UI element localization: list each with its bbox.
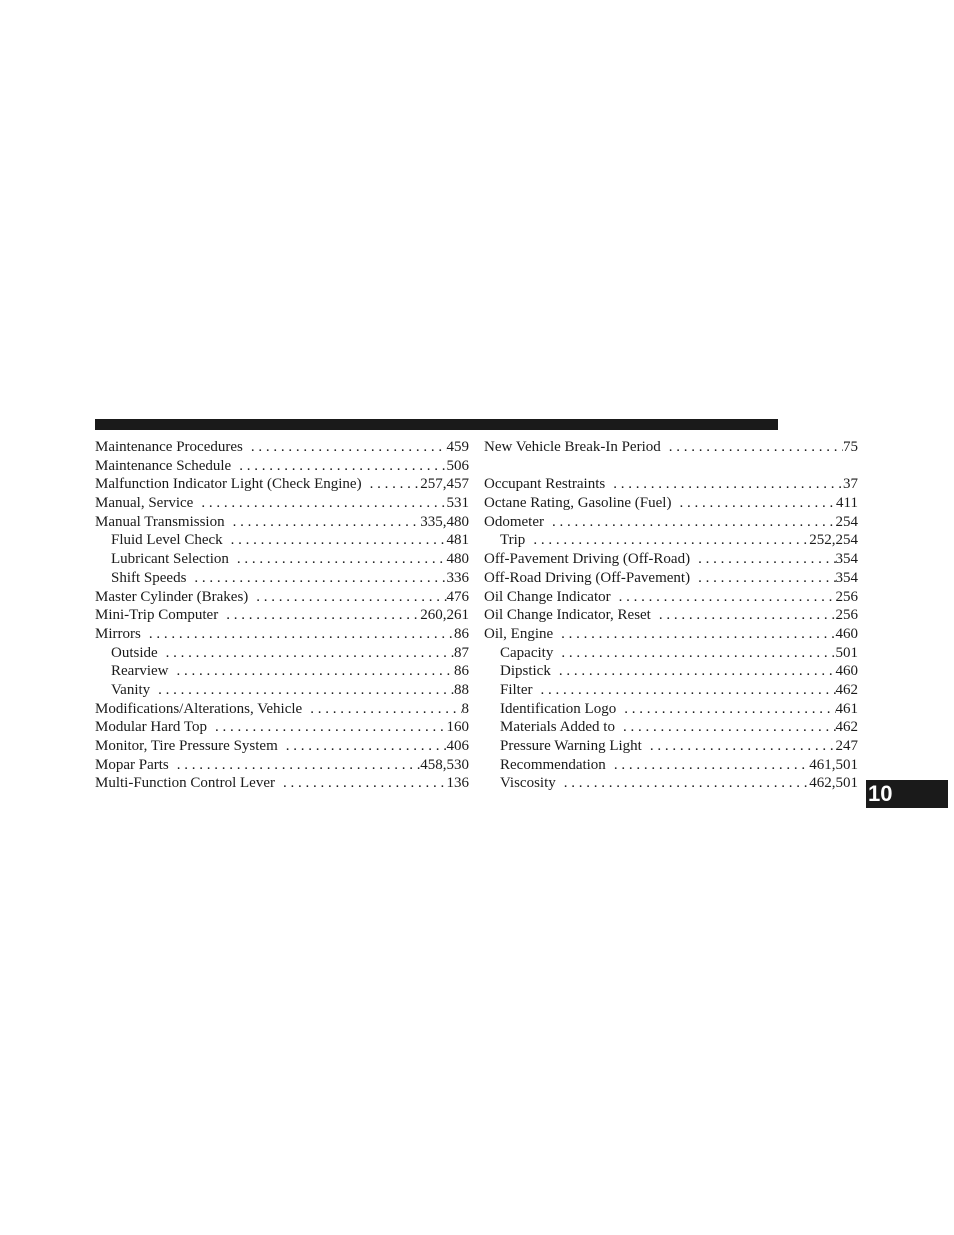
page-reference[interactable]: 462,501 [809,775,858,792]
dot-leader [661,438,843,457]
dot-leader [553,644,835,663]
dot-leader [651,606,836,625]
page-reference[interactable]: 481 [446,532,469,549]
index-subentry [484,681,858,700]
index-term: Materials Added to [500,719,615,736]
dot-leader [275,774,447,793]
index-subentry [95,681,469,700]
dot-leader [218,606,420,625]
index-entry [484,550,858,569]
page-reference[interactable]: 37 [843,476,858,493]
index-subentry [95,550,469,569]
index-term: Odometer [484,513,544,530]
page-reference[interactable]: 354 [835,569,858,586]
page-reference[interactable]: 335,480 [420,513,469,530]
index-term: Octane Rating, Gasoline (Fuel) [484,495,672,512]
index-term: Capacity [500,644,554,661]
index-subentry [484,644,858,663]
index-term: Pressure Warning Light [500,738,642,754]
index-term: Oil Change Indicator [484,588,611,605]
index-subentry [95,662,469,681]
dot-leader [551,662,836,681]
index-term: Oil Change Indicator, Reset [484,607,651,624]
page-reference[interactable]: 247 [835,738,858,754]
dot-leader [158,644,454,663]
index-term: New Vehicle Break-In Period [484,439,661,455]
page-reference[interactable]: 260,261 [420,607,469,624]
index-term: Outside [111,644,158,661]
index-column-right [484,438,858,793]
page-reference[interactable]: 459 [446,439,469,455]
index-term: Off-Pavement Driving (Off-Road) [484,551,691,568]
index-subentry [484,756,858,775]
page-reference[interactable]: 8 [461,700,469,717]
dot-leader [193,494,446,513]
dot-leader [169,756,421,775]
index-entry [95,513,469,532]
dot-leader [556,774,809,793]
dot-leader [150,681,454,700]
dot-leader [671,494,836,513]
page-reference[interactable]: 411 [836,495,858,512]
page-reference[interactable]: 256 [835,588,858,605]
index-term: Rearview [111,663,169,680]
dot-leader [278,737,447,756]
page-reference[interactable]: 480 [446,551,469,568]
dot-leader [544,513,836,532]
index-term: Oil, Engine [484,625,554,642]
dot-leader [229,550,447,569]
index-entry [484,625,858,644]
index-entry [484,513,858,532]
index-term: Trip [500,532,526,549]
index-term: Monitor, Tire Pressure System [95,738,278,754]
index-term: Master Cylinder (Brakes) [95,588,249,605]
index-subentry [95,569,469,588]
page-reference[interactable]: 458,530 [420,756,469,773]
dot-leader [231,457,446,476]
dot-leader [611,588,836,607]
index-term: Maintenance Procedures [95,439,243,455]
page-reference[interactable]: 254 [835,513,858,530]
index-entry [95,606,469,625]
index-term: Modular Hard Top [95,719,207,736]
index-entry [95,588,469,607]
index-term: Filter [500,681,533,698]
page-reference[interactable]: 354 [835,551,858,568]
dot-leader [642,737,836,756]
dot-leader [690,569,835,588]
index-subentry [95,531,469,550]
index-entry [95,625,469,644]
dot-leader [533,681,836,700]
index-term: Identification Logo [500,700,617,717]
index-entry [484,438,858,457]
dot-leader [615,718,836,737]
index-entry [95,718,469,737]
page-reference[interactable]: 86 [454,663,469,680]
index-term: Occupant Restraints [484,476,606,493]
index-entry [95,438,469,457]
index-subentry [95,644,469,663]
page-reference[interactable]: 461 [835,700,858,717]
index-term: Shift Speeds [111,569,187,586]
index-term: Lubricant Selection [111,551,229,568]
page-reference[interactable]: 86 [454,625,469,642]
index-term: Viscosity [500,775,556,792]
index-term: Fluid Level Check [111,532,223,549]
index-term: Dipstick [500,663,551,680]
page-reference[interactable]: 462 [835,719,858,736]
page-reference[interactable]: 476 [446,588,469,605]
page-reference[interactable]: 501 [835,644,858,661]
index-term: Off-Road Driving (Off-Pavement) [484,569,691,586]
dot-leader [186,569,446,588]
index-entry [484,475,858,494]
header-rule [95,419,778,430]
dot-leader [606,756,809,775]
index-entry [484,569,858,588]
index-term: Manual Transmission [95,513,225,530]
index-term: Recommendation [500,756,606,773]
dot-leader [141,625,454,644]
index-subentry [484,662,858,681]
page-reference[interactable]: 506 [446,457,469,474]
dot-leader [207,718,447,737]
index-entry [95,737,469,756]
index-term: Mini-Trip Computer [95,607,219,624]
dot-leader [525,531,809,550]
index-subentry [484,718,858,737]
index-entry [484,588,858,607]
dot-leader [248,588,446,607]
dot-leader [616,700,835,719]
index-entry [484,494,858,513]
index-term: Malfunction Indicator Light (Check Engine) [95,476,362,493]
dot-leader [168,662,454,681]
chapter-tab[interactable]: 10 [866,780,948,808]
index-subentry [484,774,858,793]
index-entry [95,494,469,513]
index-entry [95,700,469,719]
dot-leader [243,438,447,457]
page-reference[interactable]: 257,457 [420,476,469,493]
index-column-left [95,438,469,793]
dot-leader [690,550,835,569]
page-reference[interactable]: 75 [843,439,858,455]
dot-leader [362,475,421,494]
page-reference[interactable]: 461,501 [809,756,858,773]
index-entry [95,457,469,476]
index-entry [95,756,469,775]
index-entry [95,475,469,494]
page-reference[interactable]: 406 [446,738,469,754]
index-term: Vanity [111,681,151,698]
page-reference[interactable]: 252,254 [809,532,858,549]
index-subentry [484,531,858,550]
index-subentry [484,737,858,756]
page-reference[interactable]: 460 [835,625,858,642]
index-term: Maintenance Schedule [95,457,232,474]
page-reference[interactable]: 462 [835,681,858,698]
index-term: Mopar Parts [95,756,169,773]
page-reference[interactable]: 88 [454,681,469,698]
dot-leader [223,531,447,550]
page-reference[interactable]: 336 [446,569,469,586]
page-reference[interactable]: 136 [446,775,469,792]
index-term: Manual, Service [95,495,194,512]
index-entry [95,774,469,793]
page-reference[interactable]: 160 [446,719,469,736]
dot-leader [605,475,843,494]
index-subentry [484,700,858,719]
index-term: Mirrors [95,625,141,642]
page-reference[interactable]: 460 [835,663,858,680]
dot-leader [225,513,421,532]
page-reference[interactable]: 87 [454,644,469,661]
page-reference[interactable]: 531 [446,495,469,512]
page-reference[interactable]: 256 [835,607,858,624]
index-entry [484,606,858,625]
index-term: Multi-Function Control Lever [95,775,275,792]
dot-leader [302,700,461,719]
dot-leader [553,625,835,644]
index-term: Modifications/Alterations, Vehicle [95,700,303,717]
